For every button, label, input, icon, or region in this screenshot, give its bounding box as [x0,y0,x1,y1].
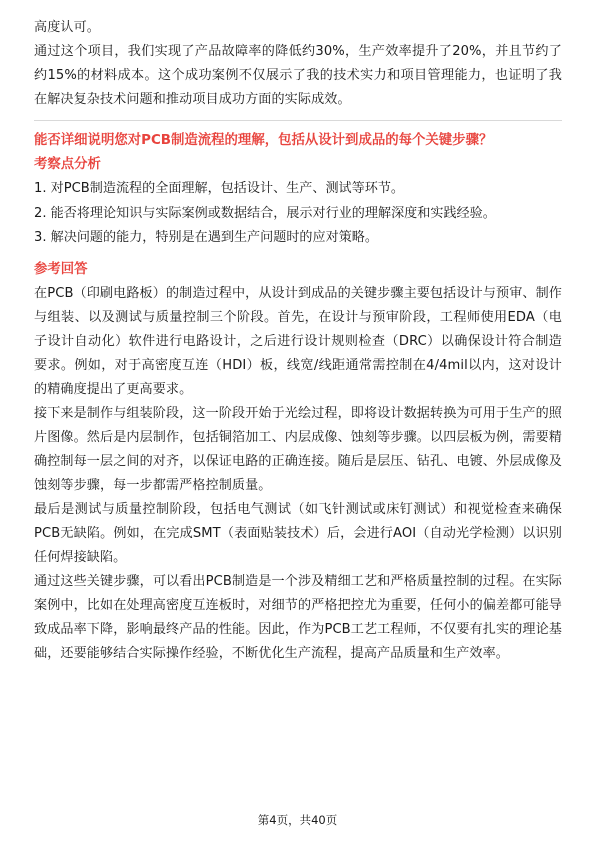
intro-continued-text: 高度认可。 [34,20,100,35]
answer-paragraph-3: 最后是测试与质量控制阶段，包括电气测试（如飞针测试或床钉测试）和视觉检查来确保PCB无缺陷。例如，在完成SMT（表面贴装技术）后，会进行AOI（自动光学检测）以识别任何焊接缺陷。 [34,501,562,565]
analysis-list [34,177,562,251]
document-page [34,16,562,666]
project-result-paragraph: 通过这个项目，我们实现了产品故障率的降低约30%，生产效率提升了20%，并且节约了约15%的材料成本。这个成功案例不仅展示了我的技术实力和项目管理能力，也证明了我在解决复杂技术问题和推动项目成功方面的实际成效。 [34,44,562,107]
analysis-item-2: 2. 能否将理论知识与实际案例或数据结合，展示对行业的理解深度和实践经验。 [34,205,496,221]
analysis-item-3: 3. 解决问题的能力，特别是在遇到生产问题时的应对策略。 [34,230,378,245]
interview-question: 能否详细说明您对PCB制造流程的理解，包括从设计到成品的每个关键步骤？ [34,133,493,148]
answer-body [34,282,562,666]
answer-heading: 参考回答 [34,261,88,277]
answer-paragraph-2: 接下来是制作与组装阶段，这一阶段开始于光绘过程，即将设计数据转换为可用于生产的照片图像。然后是内层制作，包括铜箔加工、内层成像、蚀刻等步骤。以四层板为例，需要精确控制每一层之间的对齐，以保证电路的正确连接。随后是层压、钻孔、电镀、外层成像及蚀刻等步骤，每一步都需严格控制质量。 [34,405,562,493]
page-number-footer: 第4页，共40页 [257,813,338,827]
analysis-heading: 考察点分析 [34,157,101,172]
answer-paragraph-1: 在PCB（印刷电路板）的制造过程中，从设计到成品的关键步骤主要包括设计与预审、制作与组装、以及测试与质量控制三个阶段。首先，在设计与预审阶段，工程师使用EDA（电子设计自动化）软件进行电路设计，之后进行设计规则检查（DRC）以确保设计符合制造要求。例如，对于高密度互连（HDI）板，线宽/线距通常需控制在4/4mil以内，这对设计的精确度提出了更高要求。 [34,285,562,397]
answer-paragraph-4: 通过这些关键步骤，可以看出PCB制造是一个涉及精细工艺和严格质量控制的过程。在实际案例中，比如在处理高密度互连板时，对细节的严格把控尤为重要，任何小的偏差都可能导致成品率下降，影响最终产品的性能。因此，作为PCB工艺工程师，不仅要有扎实的理论基础，还要能够结合实际操作经验，不断优化生产流程，提高产品质量和生产效率。 [34,573,562,661]
analysis-item-1: 1. 对PCB制造流程的全面理解，包括设计、生产、测试等环节。 [34,181,405,196]
section-divider [34,120,562,121]
